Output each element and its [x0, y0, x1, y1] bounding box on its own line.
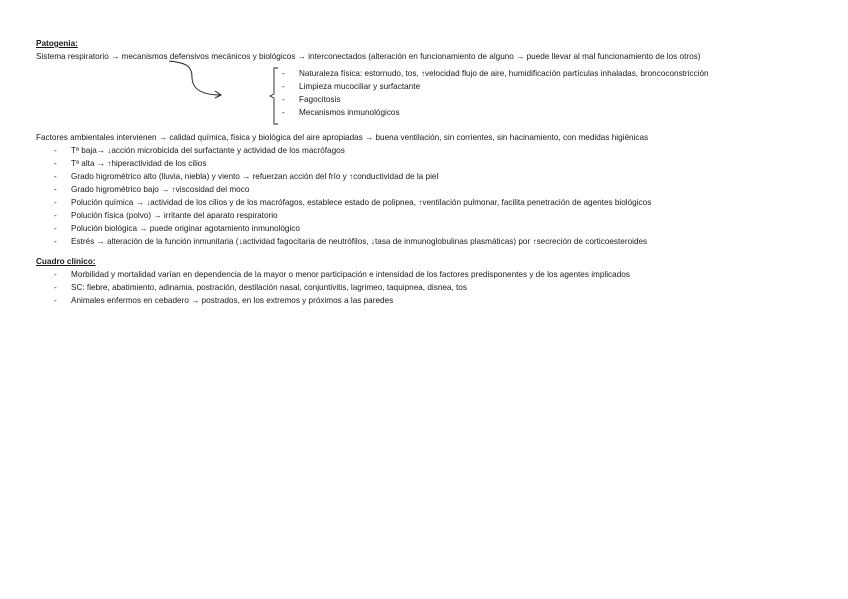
cuadro-list — [54, 268, 836, 307]
bullet-dash: - — [54, 270, 57, 279]
factor-item — [54, 170, 836, 183]
curved-arrow-icon — [166, 59, 226, 101]
bullet-dash: - — [282, 95, 285, 104]
bullet-dash: - — [282, 69, 285, 78]
bullet-dash: - — [54, 146, 57, 155]
mechanism-text: Fagocitosis — [299, 95, 341, 104]
factores-list — [54, 144, 836, 248]
factor-text: Polución física (polvo) → irritante del aparato respiratorio — [71, 211, 278, 220]
factor-text: Polución química → ↓actividad de los cilios y de los macrófagos, establece estado de polipnea, ↑ventilación pulmonar, facilita penetración de agentes biológicos — [71, 198, 652, 207]
factor-text: Tª alta → ↑hiperactividad de los cilios — [71, 159, 207, 168]
cuadro-heading: Cuadro clínico: — [36, 257, 96, 266]
cuadro-text: SC: fiebre, abatimiento, adinamia, postración, destilación nasal, conjuntivitis, lagrimeo, taquipnea, disnea, tos — [71, 283, 467, 292]
factor-item — [54, 196, 836, 209]
bullet-dash: - — [54, 211, 57, 220]
factor-text: Grado higrométrico alto (lluvia, niebla) y viento → refuerzan acción del frío y ↑conductividad de la piel — [71, 172, 439, 181]
mechanisms-list — [268, 67, 836, 125]
factor-item — [54, 209, 836, 222]
bullet-dash: - — [282, 108, 285, 117]
mechanism-text: Mecanismos inmunológicos — [299, 108, 400, 117]
mechanisms-block — [36, 67, 836, 125]
factor-item — [54, 183, 836, 196]
mechanism-text: Limpieza mucociliar y surfactante — [299, 82, 421, 91]
patogenia-intro: Sistema respiratorio → mecanismos defensivos mecánicos y biológicos → interconectados (alteración en funcionamiento de alguno → puede llevar al mal funcionamiento de los otros) — [36, 52, 701, 61]
cuadro-item — [54, 294, 836, 307]
patogenia-heading: Patogenia: — [36, 39, 78, 48]
factor-item — [54, 157, 836, 170]
bullet-dash: - — [54, 172, 57, 181]
factor-text: Tª baja→ ↓acción microbicida del surfactante y actividad de los macrófagos — [71, 146, 345, 155]
mechanism-item — [282, 80, 709, 93]
bullet-dash: - — [54, 283, 57, 292]
factor-item — [54, 235, 836, 248]
mechanism-item — [282, 67, 709, 80]
bullet-dash: - — [282, 82, 285, 91]
mechanism-item — [282, 93, 709, 106]
bullet-dash: - — [54, 159, 57, 168]
factor-text: Estrés → alteración de la función inmunitaria (↓actividad fagocitaria de neutrófilos, ↓tasa de inmunoglobulinas plasmáticas) por ↑secreción de corticoesteroides — [71, 237, 648, 246]
factor-item — [54, 144, 836, 157]
bullet-dash: - — [54, 296, 57, 305]
mechanism-text: Naturaleza física: estornudo, tos, ↑velocidad flujo de aire, humidificación partículas inhaladas, broncoconstricción — [299, 69, 709, 78]
factor-text: Grado higrométrico bajo → ↑viscosidad del moco — [71, 185, 250, 194]
mechanism-item — [282, 106, 709, 119]
factores-intro: Factores ambientales intervienen → calidad química, física y biológica del aire apropiadas → buena ventilación, sin corrientes, sin hacinamiento, con medidas higiénicas — [36, 133, 649, 142]
factor-item — [54, 222, 836, 235]
factor-text: Polución biológica → puede originar agotamiento inmunológico — [71, 224, 300, 233]
cuadro-text: Animales enfermos en cebadero → postrados, en los extremos y próximos a las paredes — [71, 296, 394, 305]
bullet-dash: - — [54, 224, 57, 233]
cuadro-item — [54, 281, 836, 294]
document-page — [36, 37, 836, 307]
bullet-dash: - — [54, 185, 57, 194]
bullet-dash: - — [54, 198, 57, 207]
bullet-dash: - — [54, 237, 57, 246]
cuadro-text: Morbilidad y mortalidad varían en dependencia de la mayor o menor participación e intensidad de los factores predisponentes y de los agentes implicados — [71, 270, 630, 279]
cuadro-item — [54, 268, 836, 281]
bracket-icon — [268, 67, 280, 125]
